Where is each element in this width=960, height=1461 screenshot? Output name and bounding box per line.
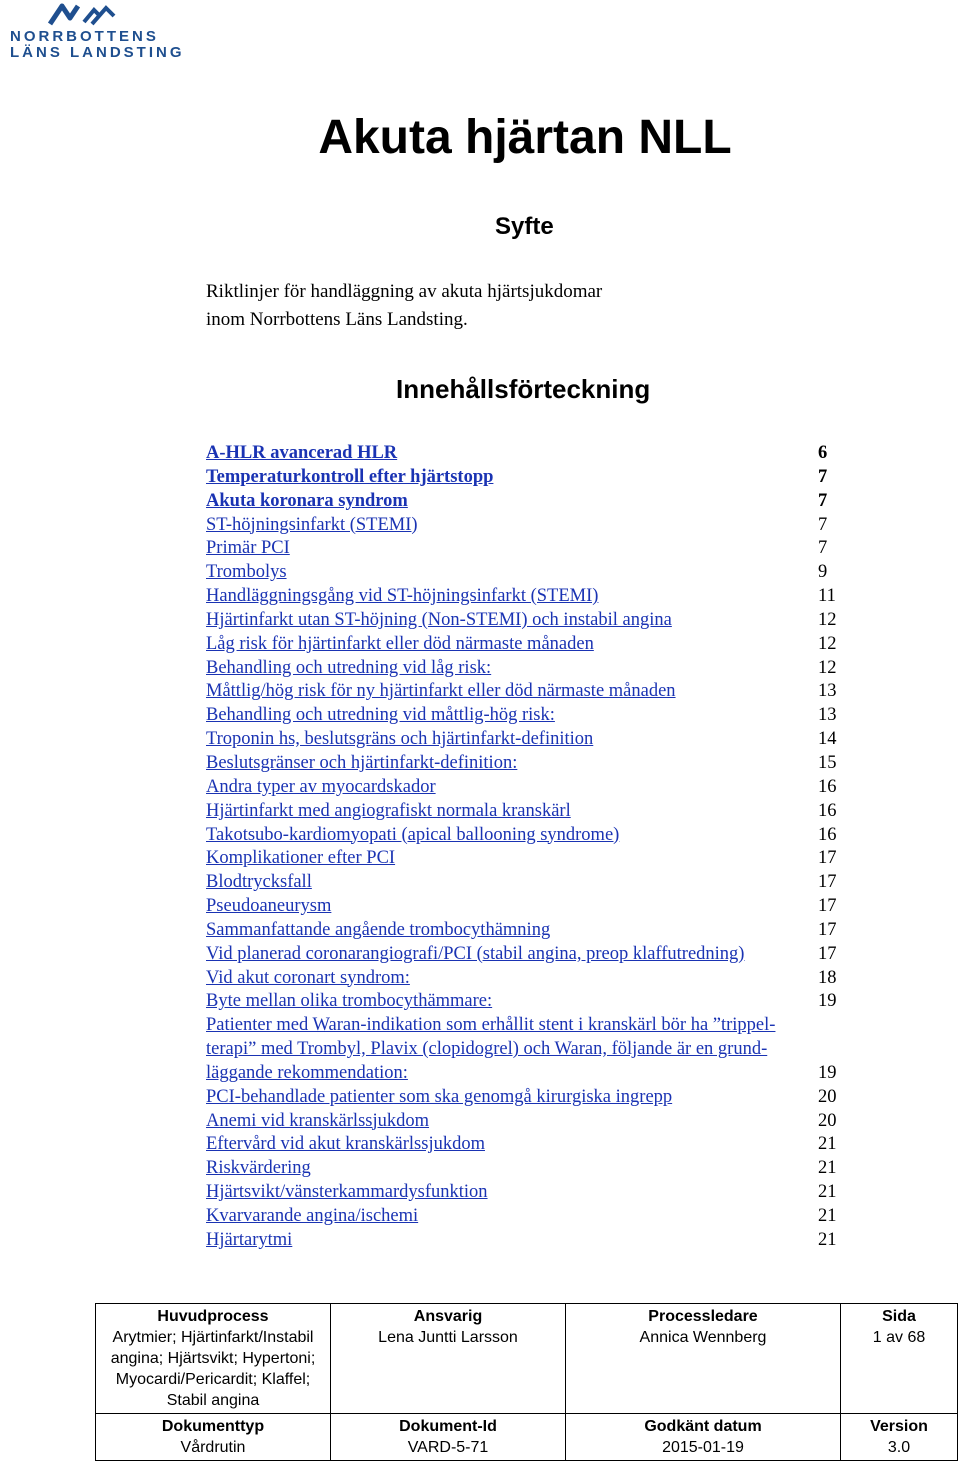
norrbotten-logo-icon [48, 2, 118, 26]
toc-item [206, 752, 846, 776]
toc-link[interactable]: terapi” med Trombyl, Plavix (clopidogrel) och Waran, följande är en grund- [206, 1039, 768, 1060]
ansvarig-label: Ansvarig [413, 1308, 483, 1325]
toc-link[interactable]: Primär PCI [206, 538, 290, 559]
dokumentid-cell [331, 1414, 566, 1461]
toc-page-number: 17 [818, 919, 837, 940]
toc-page-number: 17 [818, 848, 837, 869]
purpose-text [206, 278, 602, 334]
toc-link[interactable]: ST-höjningsinfarkt (STEMI) [206, 514, 418, 535]
dokumenttyp-cell [96, 1414, 331, 1461]
toc-item [206, 1157, 846, 1181]
toc-page-number: 17 [818, 872, 837, 893]
sida-cell [841, 1304, 958, 1414]
dokumenttyp-label: Dokumenttyp [161, 1418, 265, 1435]
toc-link[interactable]: läggande rekommendation: [206, 1062, 408, 1083]
toc-item [206, 633, 846, 657]
norrbotten-logo [10, 2, 185, 62]
toc-page-number: 12 [818, 609, 837, 630]
toc-page-number: 6 [818, 443, 828, 463]
logo-line-2: LÄNS LANDSTING [10, 44, 185, 61]
toc-page-number: 12 [818, 657, 837, 678]
dokumentid-label: Dokument-Id [399, 1418, 497, 1435]
toc-item [206, 704, 846, 728]
toc-item [206, 537, 846, 561]
toc-link[interactable]: Hjärtinfarkt med angiografiskt normala kranskärl [206, 800, 571, 821]
toc-item [206, 490, 846, 514]
toc-page-number: 18 [818, 967, 837, 988]
toc-link[interactable]: Troponin hs, beslutsgräns och hjärtinfarkt-definition [206, 729, 594, 750]
toc-link[interactable]: A-HLR avancerad HLR [206, 443, 398, 463]
toc-link[interactable]: Eftervård vid akut kranskärlssjukdom [206, 1134, 485, 1155]
toc-link[interactable]: Hjärtinfarkt utan ST-höjning (Non-STEMI) och instabil angina [206, 609, 672, 630]
godkant-value: 2015-01-19 [662, 1439, 744, 1456]
toc-link[interactable]: Låg risk för hjärtinfarkt eller död närmaste månaden [206, 633, 594, 654]
version-label: Version [870, 1418, 928, 1435]
toc-link[interactable]: Sammanfattande angående trombocythämning [206, 919, 551, 940]
toc-item [206, 1205, 846, 1229]
toc-heading: Innehållsförteckning [396, 374, 651, 404]
toc-item [206, 442, 846, 466]
toc-page-number: 7 [818, 514, 828, 535]
processledare-label: Processledare [648, 1308, 758, 1325]
toc-page-number: 14 [818, 729, 837, 750]
toc-link[interactable]: Byte mellan olika trombocythämmare: [206, 991, 493, 1012]
toc-page-number: 11 [818, 586, 836, 607]
huvudprocess-value: Arytmier; Hjärtinfarkt/Instabil angina; Hjärtsvikt; Hypertoni; Myocardi/Pericardit; Klaffel; Stabil angina [110, 1329, 316, 1409]
toc-page-number: 16 [818, 776, 837, 797]
toc-page-number: 13 [818, 705, 837, 726]
syfte-heading: Syfte [495, 213, 554, 240]
toc-item [206, 1133, 846, 1157]
version-cell [841, 1414, 958, 1461]
ansvarig-cell [331, 1304, 566, 1414]
toc-link[interactable]: PCI-behandlade patienter som ska genomgå kirurgiska ingrepp [206, 1086, 673, 1107]
version-value: 3.0 [887, 1439, 911, 1456]
toc-link[interactable]: Akuta koronara syndrom [206, 490, 408, 511]
toc-page-number: 16 [818, 824, 837, 845]
processledare-value: Annica Wennberg [639, 1329, 767, 1346]
document-title: Akuta hjärtan NLL [318, 111, 732, 164]
toc-link[interactable]: Anemi vid kranskärlssjukdom [206, 1110, 430, 1131]
toc-page-number: 21 [818, 1182, 837, 1203]
toc-page-number: 21 [818, 1206, 837, 1226]
toc-item [206, 514, 846, 538]
toc-item [206, 561, 846, 585]
toc-link[interactable]: Trombolys [206, 562, 287, 583]
toc-link[interactable]: Behandling och utredning vid måttlig-hög risk: [206, 705, 555, 726]
toc-link[interactable]: Temperaturkontroll efter hjärtstopp [206, 466, 494, 487]
toc-item [206, 680, 846, 704]
toc-link[interactable]: Takotsubo-kardiomyopati (apical ballooning syndrome) [206, 824, 620, 845]
toc-link[interactable]: Vid akut coronart syndrom: [206, 967, 410, 988]
toc-item [206, 871, 846, 895]
toc-item [206, 466, 846, 490]
toc-item [206, 1086, 846, 1110]
toc-item [206, 990, 846, 1014]
processledare-cell [566, 1304, 841, 1414]
toc-link[interactable]: Måttlig/hög risk för ny hjärtinfarkt eller död närmaste månaden [206, 681, 676, 702]
toc-link[interactable]: Kvarvarande angina/ischemi [206, 1206, 419, 1226]
toc-page-number: 12 [818, 633, 837, 654]
toc-page-number: 16 [818, 800, 837, 821]
toc-page-number: 21 [818, 1134, 837, 1155]
sida-label: Sida [882, 1308, 916, 1325]
toc-item [206, 847, 846, 871]
toc-link[interactable]: Handläggningsgång vid ST-höjningsinfarkt (STEMI) [206, 586, 599, 607]
toc-item [206, 1229, 846, 1253]
toc-item [206, 585, 846, 609]
toc-page-number: 13 [818, 681, 837, 702]
purpose-line-2: inom Norrbottens Läns Landsting. [206, 309, 468, 330]
toc-link[interactable]: Pseudoaneurysm [206, 896, 332, 917]
toc-item [206, 967, 846, 991]
huvudprocess-label: Huvudprocess [157, 1308, 269, 1325]
toc-item [206, 1062, 846, 1086]
purpose-line-1: Riktlinjer för handläggning av akuta hjärtsjukdomar [206, 281, 603, 302]
toc-page-number: 7 [818, 538, 828, 559]
dokumentid-value: VARD-5-71 [407, 1439, 489, 1456]
toc-item [206, 895, 846, 919]
logo-line-1: NORRBOTTENS [10, 28, 159, 45]
toc-page-number: 17 [818, 943, 837, 964]
toc-page-number: 19 [818, 1062, 837, 1083]
toc-page-number: 7 [818, 466, 828, 487]
document-footer [95, 1303, 958, 1461]
toc-item [206, 824, 846, 848]
toc-page-number: 7 [818, 490, 828, 511]
dokumenttyp-value: Vårdrutin [180, 1439, 246, 1456]
toc-link[interactable]: Vid planerad coronarangiografi/PCI (stabil angina, preop klaffutredning) [206, 943, 745, 964]
toc-page-number: 17 [818, 896, 837, 917]
toc-item [206, 943, 846, 967]
toc-link[interactable]: Blodtrycksfall [206, 872, 312, 893]
toc-page-number: 9 [818, 562, 828, 583]
toc-link[interactable]: Behandling och utredning vid låg risk: [206, 657, 492, 678]
toc-page-number: 21 [818, 1158, 837, 1179]
toc-link[interactable]: Andra typer av myocardskador [206, 776, 436, 797]
huvudprocess-cell [96, 1304, 331, 1414]
toc-item [206, 609, 846, 633]
toc-page-number: 21 [818, 1229, 837, 1250]
toc-page-number: 19 [818, 991, 837, 1012]
sida-value: 1 av 68 [872, 1329, 926, 1346]
toc-item [206, 1014, 846, 1038]
toc-page-number: 20 [818, 1110, 837, 1131]
toc-item [206, 728, 846, 752]
godkant-cell [566, 1414, 841, 1461]
toc-item [206, 800, 846, 824]
godkant-label: Godkänt datum [644, 1418, 762, 1435]
toc-item [206, 776, 846, 800]
toc-item [206, 919, 846, 943]
ansvarig-value: Lena Juntti Larsson [378, 1329, 518, 1346]
toc-link[interactable]: Komplikationer efter PCI [206, 848, 396, 869]
toc-page-number: 15 [818, 752, 837, 773]
toc-page-number: 20 [818, 1086, 837, 1107]
toc-link[interactable]: Beslutsgränser och hjärtinfarkt-definition: [206, 752, 518, 773]
table-of-contents [206, 442, 846, 1253]
toc-item [206, 1110, 846, 1134]
toc-item [206, 657, 846, 681]
toc-item [206, 1181, 846, 1205]
toc-item [206, 1038, 846, 1062]
toc-link[interactable]: Riskvärdering [206, 1158, 311, 1179]
toc-link[interactable]: Hjärtarytmi [206, 1229, 293, 1250]
toc-link[interactable]: Hjärtsvikt/vänsterkammardysfunktion [206, 1182, 488, 1203]
toc-link[interactable]: Patienter med Waran-indikation som erhållit stent i kranskärl bör ha ”trippel- [206, 1015, 776, 1036]
